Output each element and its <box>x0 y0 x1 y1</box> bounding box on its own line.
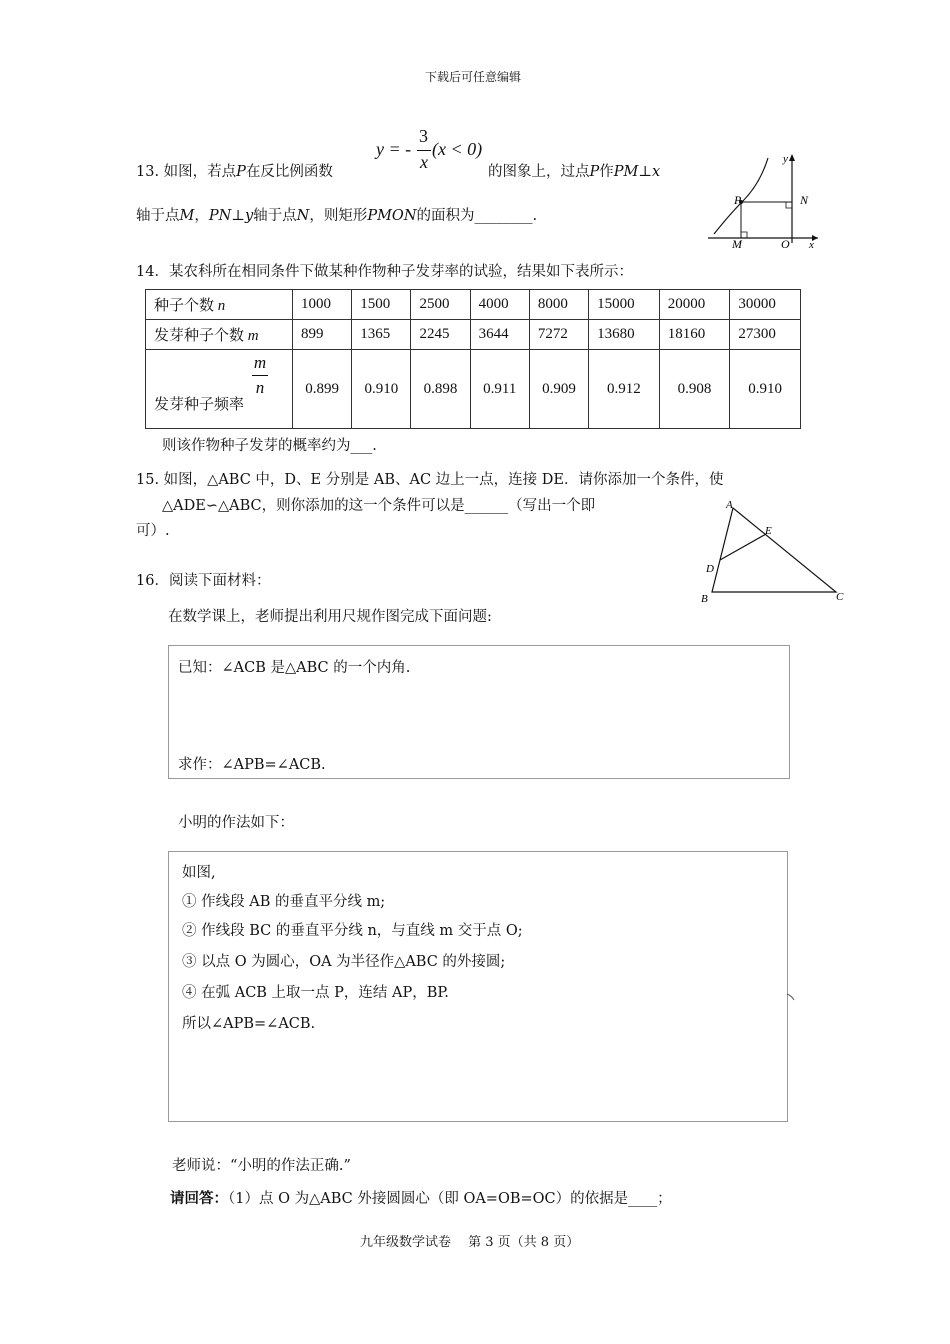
table-cell: 30000 <box>730 290 801 320</box>
page-header: 下载后可任意编辑 <box>425 70 522 84</box>
answer-label: 请回答： <box>170 1190 228 1207</box>
table-cell: 20000 <box>659 290 730 320</box>
label-y: y <box>783 153 788 165</box>
xiaoming-label: 小明的作法如下： <box>178 815 294 831</box>
q15-line3: 可）. <box>136 523 170 539</box>
table-cell: 0.899 <box>293 350 352 429</box>
q15-line2: △ADE∽△ABC，则你添加的这一个条件可以是______（写出一个即 <box>162 498 596 514</box>
germination-table <box>145 289 801 429</box>
table-cell: 2245 <box>411 320 470 350</box>
page-footer: 九年级数学试卷 第 3 页（共 8 页） <box>360 1235 580 1250</box>
label-x: x <box>809 239 814 248</box>
step-line: ③ 以点 O 为圆心，OA 为半径作△ABC 的外接圆; <box>182 954 506 970</box>
segment-de <box>720 534 766 560</box>
q15-line1: 15. 如图，△ABC 中，D、E 分别是 AB、AC 边上一点，连接 DE．请你添加一个条件，使 <box>136 472 724 488</box>
q13-line1: 13. 如图，若点P在反比例函数 <box>136 164 333 180</box>
table-row <box>146 350 801 429</box>
label-d: D <box>706 563 714 575</box>
q13-func-denominator: x <box>420 152 428 172</box>
method-box <box>168 851 788 1122</box>
fraction-m-n: m n <box>253 353 267 397</box>
table-row <box>146 320 801 350</box>
label-b: B <box>701 593 708 605</box>
table-cell: 3644 <box>470 320 529 350</box>
label-e: E <box>765 525 772 537</box>
q15-triangle-figure <box>696 496 850 606</box>
table-cell: 899 <box>293 320 352 350</box>
todo-text: 求作：∠APB=∠ACB. <box>178 757 326 773</box>
q14-conclusion: 则该作物种子发芽的概率约为___. <box>162 438 377 454</box>
table-cell: 0.910 <box>730 350 801 429</box>
row-label: m n 发芽种子频率 <box>146 350 293 429</box>
answer-text: （1）点 O 为△ABC 外接圆圆心（即 OA=OB=OC）的依据是____； <box>228 1191 672 1207</box>
row-label: 种子个数 n <box>146 290 293 320</box>
q13-figure <box>700 148 825 248</box>
y-axis-arrow-icon <box>789 154 795 161</box>
q13-number: 13. <box>136 164 160 180</box>
teacher-comment: 老师说：“小明的作法正确.” <box>172 1158 351 1174</box>
table-cell: 4000 <box>470 290 529 320</box>
table-cell: 0.908 <box>659 350 730 429</box>
table-cell: 1000 <box>293 290 352 320</box>
table-cell: 27300 <box>730 320 801 350</box>
q16-intro: 在数学课上，老师提出利用尺规作图完成下面问题: <box>168 609 492 625</box>
triangle-abc <box>712 508 836 592</box>
table-cell: 18160 <box>659 320 730 350</box>
answer-line <box>170 1187 672 1208</box>
step-line: 如图, <box>182 865 216 881</box>
q13-func-numerator: 3 <box>419 126 428 146</box>
table-cell: 1365 <box>352 320 411 350</box>
label-m: M <box>732 237 742 248</box>
table-cell: 15000 <box>589 290 660 320</box>
step-line: 所以∠APB=∠ACB. <box>182 1016 316 1032</box>
label-c: C <box>836 591 844 603</box>
stray-mark-icon <box>786 992 796 1004</box>
rectangle-pmon <box>741 202 792 238</box>
q14-intro: 14．某农科所在相同条件下做某种作物种子发芽率的试验，结果如下表所示： <box>136 264 633 280</box>
q13-func-condition: (x < 0) <box>432 139 483 159</box>
label-a: A <box>726 499 733 511</box>
known-box <box>168 645 790 779</box>
step-line: ④ 在弧 ACB 上取一点 P，连结 AP，BP. <box>182 985 449 1001</box>
step-line: ① 作线段 AB 的垂直平分线 m; <box>182 894 386 910</box>
table-cell: 0.911 <box>470 350 529 429</box>
table-cell: 8000 <box>529 290 588 320</box>
table-cell: 0.898 <box>411 350 470 429</box>
table-cell: 0.910 <box>352 350 411 429</box>
label-n: N <box>800 193 809 207</box>
table-cell: 0.912 <box>589 350 660 429</box>
q13-func-bar <box>417 150 431 151</box>
label-o: O <box>781 237 790 248</box>
q13-func-lhs: y = - <box>376 139 412 159</box>
table-cell: 0.909 <box>529 350 588 429</box>
row-label: 发芽种子个数 m <box>146 320 293 350</box>
table-cell: 2500 <box>411 290 470 320</box>
table-row <box>146 290 801 320</box>
table-cell: 1500 <box>352 290 411 320</box>
right-angle-n-icon <box>786 202 792 208</box>
label-p: P <box>734 193 742 207</box>
q13-line1-cont: 的图象上，过点P作PM⊥x <box>488 164 661 180</box>
table-cell: 13680 <box>589 320 660 350</box>
q16-title: 16．阅读下面材料： <box>136 573 271 589</box>
step-line: ② 作线段 BC 的垂直平分线 n，与直线 m 交于点 O; <box>182 923 523 939</box>
q13-line2: 轴于点M，PN⊥y轴于点N，则矩形PMON的面积为________. <box>136 208 538 224</box>
table-cell: 7272 <box>529 320 588 350</box>
known-text: 已知：∠ACB 是△ABC 的一个内角. <box>178 660 411 676</box>
